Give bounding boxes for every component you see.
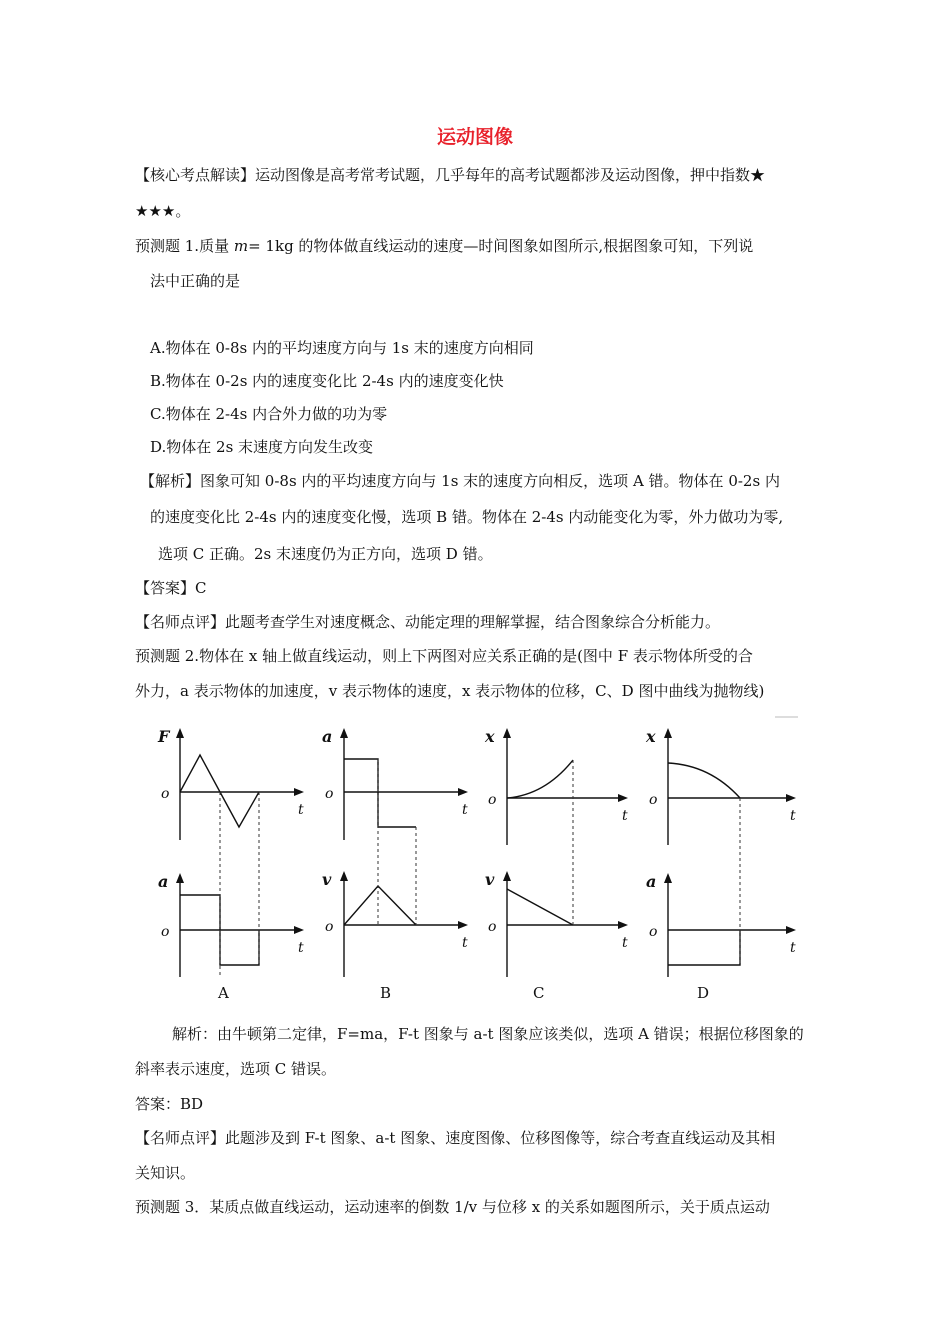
q1-stem-var: m xyxy=(233,237,249,255)
panel-d-top-y-arrow xyxy=(664,728,672,738)
q2-comment-line-1 xyxy=(135,1128,775,1148)
q1-analysis-line-1 xyxy=(140,471,780,491)
q1-option-b: B.物体在 0-2s 内的速度变化比 2-4s 内的速度变化快 xyxy=(150,372,504,390)
panel-c-bottom-t-arrow xyxy=(618,921,628,929)
panel-b-top-t-arrow xyxy=(458,788,468,796)
panel-d-bottom-t-arrow xyxy=(786,926,796,934)
panel-d-top-t-label: t xyxy=(790,808,796,824)
q1-stem-part-b: = 1kg 的物体做直线运动的速度—时间图象如图所示,根据图象可知，下列说 xyxy=(248,237,754,255)
panel-c-bottom-y-arrow xyxy=(503,871,511,881)
panel-b-bottom-axis-label: v xyxy=(322,870,332,889)
q1-comment-label: 【名师点评】 xyxy=(135,613,226,631)
q1-option-a: A.物体在 0-8s 内的平均速度方向与 1s 末的速度方向相同 xyxy=(150,339,534,357)
panel-d-bottom-t-label: t xyxy=(790,940,796,956)
q1-analysis-label: 【解析】 xyxy=(140,472,201,490)
q3-stem-line-1: 预测题 3．某质点做直线运动，运动速率的倒数 1/v 与位移 x 的关系如题图所示，关于质点运动 xyxy=(135,1198,770,1216)
q1-analysis-text-1: 图象可知 0-8s 内的平均速度方向与 1s 末的速度方向相反，选项 A 错。物体在 0-2s 内 xyxy=(200,472,780,490)
panel-a-bottom-axis-label: a xyxy=(158,872,169,891)
q2-comment-label: 【名师点评】 xyxy=(135,1129,226,1147)
panel-c-top-origin-label: o xyxy=(488,792,497,808)
panel-d-top-axis-label: x xyxy=(646,727,656,746)
panel-c-bottom-origin-label: o xyxy=(488,919,497,935)
q1-stem-line-2: 法中正确的是 xyxy=(150,272,241,290)
panel-c-x-graph xyxy=(507,760,573,798)
panel-a-bottom-y-arrow xyxy=(176,873,184,883)
q2-analysis-line-1: 解析：由牛顿第二定律，F=ma，F-t 图象与 a-t 图象应该类似，选项 A 错误；根据位移图象的 xyxy=(172,1025,804,1043)
intro-text-1: 运动图像是高考常考试题，几乎每年的高考试题都涉及运动图像，押中指数★ xyxy=(255,166,766,184)
panel-b-top-origin-label: o xyxy=(325,786,334,802)
q1-comment-text: 此题考查学生对速度概念、动能定理的理解掌握，结合图象综合分析能力。 xyxy=(225,613,721,631)
panel-b-bottom-y-arrow xyxy=(340,871,348,881)
panel-d-top-origin-label: o xyxy=(649,792,658,808)
q1-option-d: D.物体在 2s 末速度方向发生改变 xyxy=(150,438,374,456)
panel-a-bottom-t-arrow xyxy=(294,926,304,934)
panel-d-top-t-arrow xyxy=(786,794,796,802)
intro-label: 【核心考点解读】 xyxy=(135,166,256,184)
q1-stem xyxy=(135,236,753,256)
panel-c-top-axis-label: x xyxy=(485,727,495,746)
panel-c-bottom-t-label: t xyxy=(622,935,628,951)
panel-c-option-label: C xyxy=(533,984,545,1002)
panel-c-top-t-arrow xyxy=(618,794,628,802)
panel-b-top-y-arrow xyxy=(340,728,348,738)
q1-stem-part-a: 预测题 1.质量 xyxy=(135,237,234,255)
panel-b-v-graph xyxy=(344,886,416,925)
panel-b-bottom-origin-label: o xyxy=(325,919,334,935)
q2-answer: 答案：BD xyxy=(135,1095,204,1113)
q2-stem-line-2: 外力，a 表示物体的加速度，v 表示物体的速度，x 表示物体的位移，C、D 图中曲线为抛物线) xyxy=(135,682,765,700)
q2-figure-svg xyxy=(150,715,820,1010)
panel-a-bottom-t-label: t xyxy=(298,940,304,956)
panel-d-a-graph xyxy=(668,930,740,965)
panel-c-top-t-label: t xyxy=(622,808,628,824)
panel-a-top-axis-label: F xyxy=(158,727,170,746)
panel-d-bottom-y-arrow xyxy=(664,873,672,883)
panel-b-top-t-label: t xyxy=(462,802,468,818)
q2-comment-line-2: 关知识。 xyxy=(135,1164,196,1182)
panel-a-top-t-arrow xyxy=(294,788,304,796)
intro-line-2: ★★★。 xyxy=(135,202,191,220)
panel-d-bottom-axis-label: a xyxy=(646,872,657,891)
q2-comment-text-1: 此题涉及到 F-t 图象、a-t 图象、速度图像、位移图像等，综合考查直线运动及其相 xyxy=(225,1129,776,1147)
panel-c-v-graph xyxy=(507,889,573,925)
panel-a-top-origin-label: o xyxy=(161,786,170,802)
panel-b-top-axis-label: a xyxy=(322,727,333,746)
q2-analysis-line-2: 斜率表示速度，选项 C 错误。 xyxy=(135,1060,337,1078)
panel-b-option-label: B xyxy=(380,984,392,1002)
q1-analysis-line-2: 的速度变化比 2-4s 内的速度变化慢，选项 B 错。物体在 2-4s 内动能变化为零，外力做功为零, xyxy=(150,508,784,526)
q1-answer: 【答案】C xyxy=(135,579,207,597)
panel-b-bottom-t-arrow xyxy=(458,921,468,929)
q1-comment xyxy=(135,612,720,632)
panel-a-top-t-label: t xyxy=(298,802,304,818)
panel-d-bottom-origin-label: o xyxy=(649,924,658,940)
q2-stem-line-1: 预测题 2.物体在 x 轴上做直线运动，则上下两图对应关系正确的是(图中 F 表示物体所受的合 xyxy=(135,647,753,665)
intro-line-1 xyxy=(135,165,765,185)
panel-a-option-label: A xyxy=(218,984,229,1002)
panel-b-a-graph xyxy=(344,759,416,827)
panel-a-top-y-arrow xyxy=(176,728,184,738)
panel-a-bottom-origin-label: o xyxy=(161,924,170,940)
panel-d-option-label: D xyxy=(697,984,710,1002)
panel-c-bottom-axis-label: v xyxy=(485,870,495,889)
q1-analysis-line-3: 选项 C 正确。2s 末速度仍为正方向，选项 D 错。 xyxy=(158,545,493,563)
page-title: 运动图像 xyxy=(436,126,513,148)
q1-option-c: C.物体在 2-4s 内合外力做的功为零 xyxy=(150,405,388,423)
panel-b-bottom-t-label: t xyxy=(462,935,468,951)
q2-figure xyxy=(150,715,820,1010)
panel-c-top-y-arrow xyxy=(503,728,511,738)
panel-d-x-graph xyxy=(668,763,740,798)
